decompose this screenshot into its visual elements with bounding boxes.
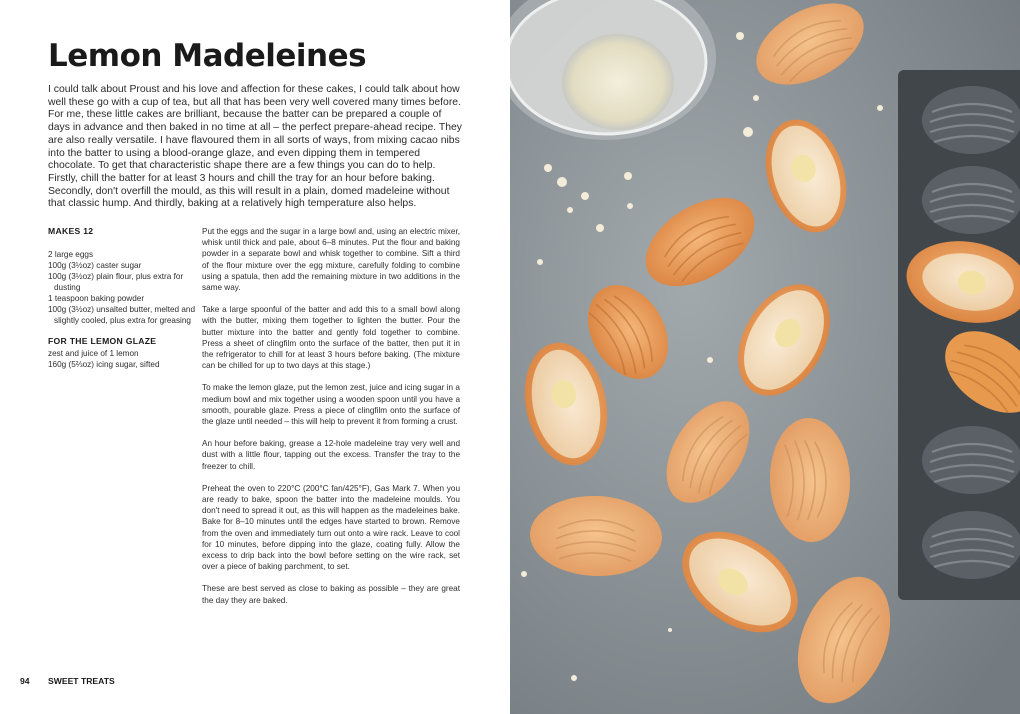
madeleines-photo-illustration bbox=[510, 0, 1020, 714]
ingredient-item: 100g (3½oz) caster sugar bbox=[48, 261, 142, 270]
glaze-ingredient-list bbox=[48, 348, 198, 370]
method-step: To make the lemon glaze, put the lemon zest, juice and icing sugar in a medium bowl and mix together using a wooden spoon until you have a smooth, pourable glaze. Press a piece of clingfilm onto the surface of the glaze until needed – this will help to prevent it from forming a crust. bbox=[202, 383, 460, 427]
method-step: Put the eggs and the sugar in a large bowl and, using an electric mixer, whisk until thick and pale, about 6–8 minutes. Put the flour and baking powder in a separate bowl and whisk together to combine. Sift a third of the flour mixture over the egg mixture, carefully folding to combine using a spatula, then add the remaining mixture in two additions in the same way. bbox=[202, 227, 460, 293]
ingredient-item: 100g (3½oz) plain flour, plus extra for dusting bbox=[48, 272, 184, 292]
ingredients-column bbox=[48, 226, 198, 370]
makes-heading: MAKES 12 bbox=[48, 226, 94, 236]
recipe-intro: I could talk about Proust and his love and affection for these cakes, I could talk about how well these go with a cup of tea, but all that has been very well covered many times before. For me, these little cakes are brilliant, because the batter can be prepared a couple of days in advance and then baked in no time at all – the perfect prepare-ahead recipe. They are also really versatile. I have flavoured them in all sorts of ways, from mixing cacao nibs into the batter to using a blood-orange glaze, and even dipping them in tempered chocolate. To get that characteristic shape there are a few things you can do to help. Firstly, chill the batter for at least 3 hours and chill the tray for an hour before baking. Secondly, don't overfill the mould, as this will result in a plain, domed madeleine without that classic hump. And thirdly, baking at a relatively high temperature also helps. bbox=[48, 84, 462, 210]
method-column bbox=[202, 226, 460, 617]
madeleines-photo bbox=[510, 0, 1020, 714]
method-step: Take a large spoonful of the batter and add this to a small bowl along with the butter, mixing them together to lighten the butter. Pour the butter mixture into the batter and gently fold together to combine. Press a sheet of clingfilm onto the surface of the batter, then put it in the refrigerator to chill for at least 3 hours before baking. (The mixture can be chilled for up to two days at this stage.) bbox=[202, 305, 460, 371]
method-step: An hour before baking, grease a 12-hole madeleine tray very well and dust with a little flour, tapping out the excess. Transfer the tray to the freezer to chill. bbox=[202, 439, 460, 471]
method-step: These are best served as close to baking as possible – they are great the day they are baked. bbox=[202, 584, 460, 605]
page-number: 94 bbox=[20, 676, 30, 686]
method-step: Preheat the oven to 220°C (200°C fan/425°F), Gas Mark 7. When you are ready to bake, spoon the batter into the madeleine moulds. You don't need to spread it out, as this will happen as the madeleines bake. Bake for 8–10 minutes until the edges have started to brown. Remove from the oven and immediately turn out onto a wire rack. Leave to cool for 10 minutes, before dipping into the glaze, coating fully. Allow the excess to drip back into the bowl before setting on the wire rack, set over a piece of baking parchment, to set. bbox=[202, 483, 460, 572]
ingredient-item: 100g (3½oz) unsalted butter, melted and slightly cooled, plus extra for greasing bbox=[48, 305, 196, 325]
ingredient-list bbox=[48, 249, 198, 326]
ingredient-item: zest and juice of 1 lemon bbox=[48, 349, 139, 358]
recipe-title: Lemon Madeleines bbox=[48, 38, 367, 74]
ingredient-item: 1 teaspoon baking powder bbox=[48, 294, 145, 303]
ingredient-item: 160g (5⅔oz) icing sugar, sifted bbox=[48, 360, 160, 369]
section-name: SWEET TREATS bbox=[48, 676, 115, 686]
page-footer bbox=[20, 676, 115, 686]
ingredient-item: 2 large eggs bbox=[48, 250, 94, 259]
glaze-heading: FOR THE LEMON GLAZE bbox=[48, 336, 157, 346]
